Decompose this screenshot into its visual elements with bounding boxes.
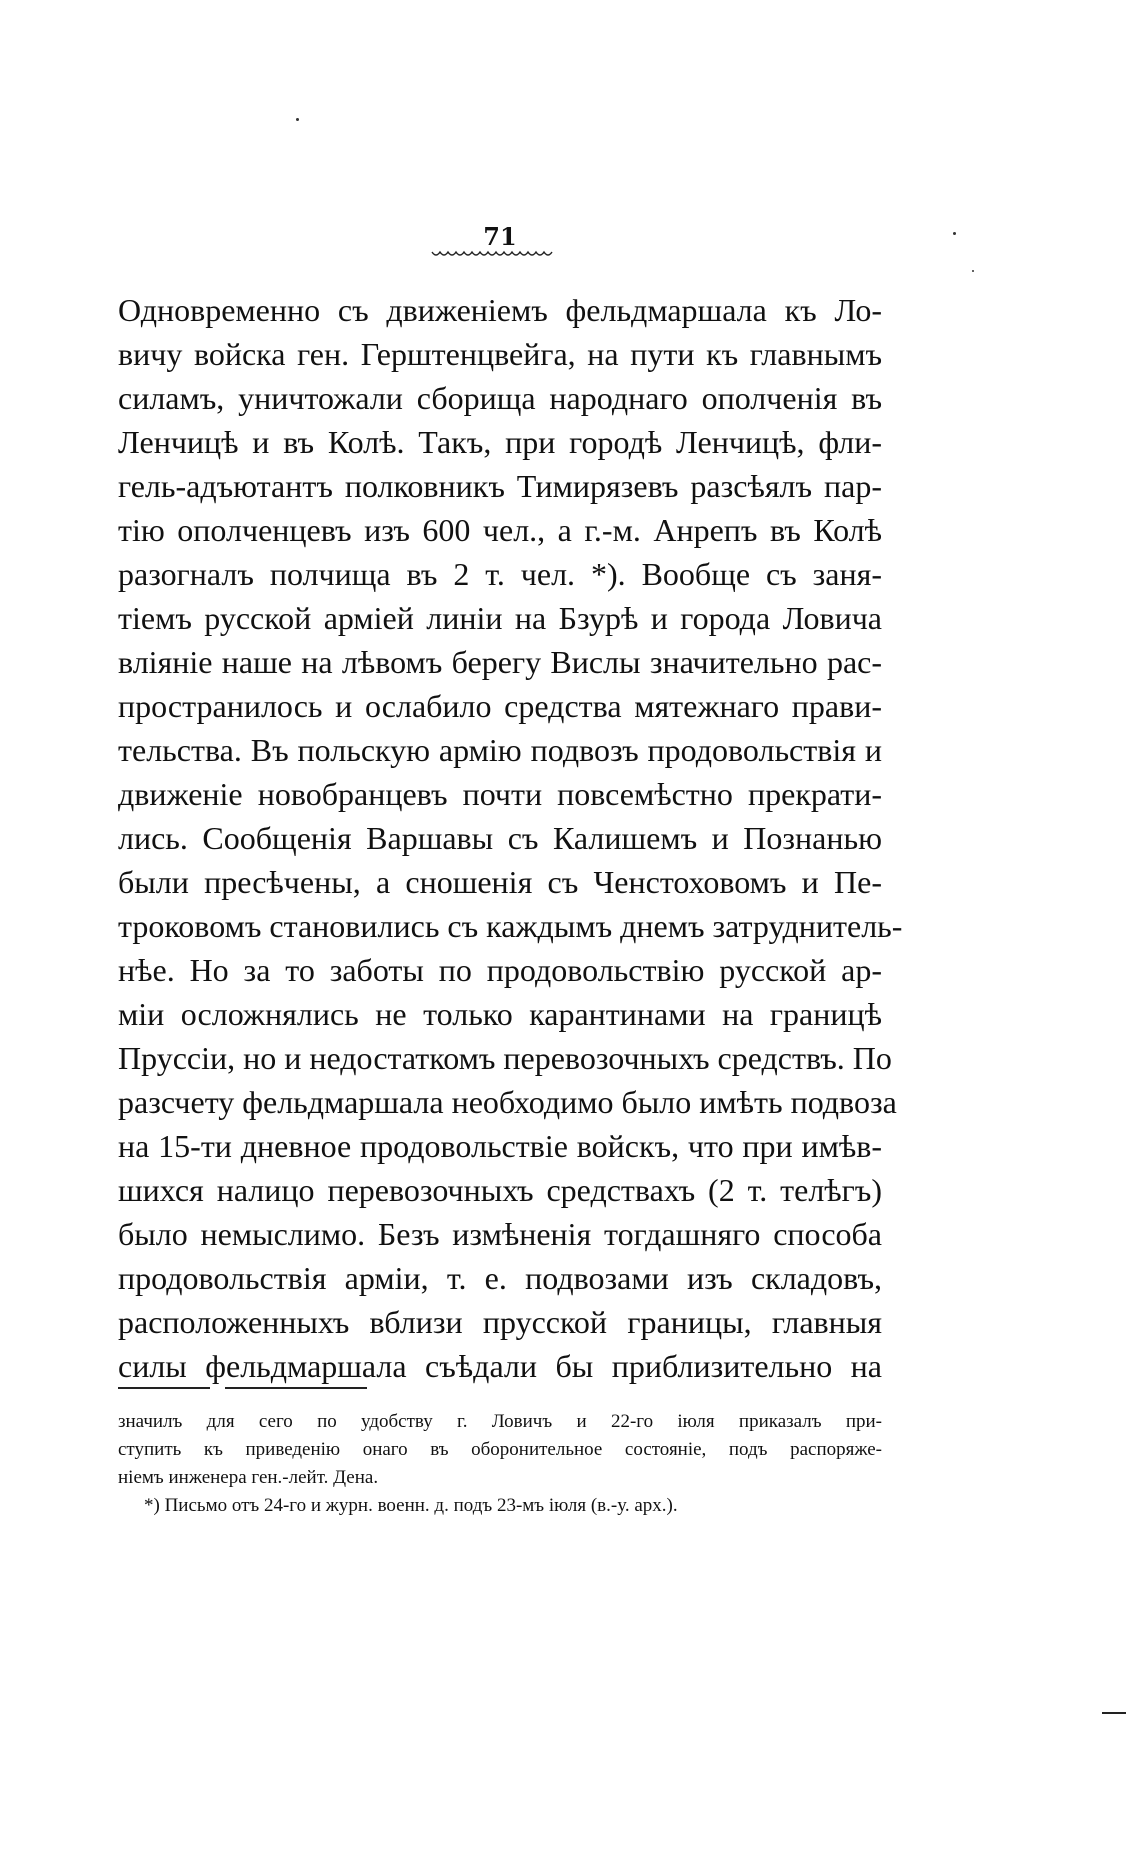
text-line: движеніе новобранцевъ почти повсемѣстно прекрати- xyxy=(118,776,882,812)
text-line: разсчету фельдмаршала необходимо было имѣть подвоза xyxy=(118,1084,897,1120)
text-line: тельства. Въ польскую армію подвозъ продовольствія и xyxy=(118,732,882,768)
text-line: гель-адъютантъ полковникъ Тимирязевъ разсѣялъ пар- xyxy=(118,468,882,504)
text-line: на 15-ти дневное продовольствіе войскъ, что при имѣв- xyxy=(118,1128,882,1164)
text-line: міи осложнялись не только карантинами на границѣ xyxy=(118,996,882,1032)
footnote-line: *) Письмо отъ 24-го и журн. военн. д. подъ 23-мъ іюля (в.-у. арх.). xyxy=(144,1495,678,1516)
text-line: Одновременно съ движеніемъ фельдмаршала къ Ло- xyxy=(118,292,882,328)
ornament-divider xyxy=(430,248,570,262)
text-line: разогналъ полчища въ 2 т. чел. *). Вообще съ заня- xyxy=(118,556,882,592)
text-line: вліяніе наше на лѣвомъ берегу Вислы значительно рас- xyxy=(118,644,882,680)
text-line: силы фельдмаршала съѣдали бы приблизительно на xyxy=(118,1348,882,1384)
text-line: расположенныхъ вблизи прусской границы, главныя xyxy=(118,1304,882,1340)
text-line: троковомъ становились съ каждымъ днемъ затруднитель- xyxy=(118,908,903,944)
text-line: нѣе. Но за то заботы по продовольствію русской ар- xyxy=(118,952,882,988)
page-number: 71 xyxy=(483,222,517,251)
text-line: Ленчицѣ и въ Колѣ. Такъ, при городѣ Ленчицѣ, фли- xyxy=(118,424,882,460)
footnote-line: ніемъ инженера ген.-лейт. Дена. xyxy=(118,1467,379,1488)
text-line: продовольствія арміи, т. е. подвозами изъ складовъ, xyxy=(118,1260,882,1296)
text-line: лись. Сообщенія Варшавы съ Калишемъ и Познанью xyxy=(118,820,882,856)
text-line: тію ополченцевъ изъ 600 чел., а г.-м. Анрепъ въ Колѣ xyxy=(118,512,882,548)
scan-speck xyxy=(296,118,299,121)
text-line: было немыслимо. Безъ измѣненія тогдашняго способа xyxy=(118,1216,882,1252)
footnote-line: ступить къ приведенію онаго въ оборонительное состояніе, подъ распоряже- xyxy=(118,1439,882,1460)
text-line: пространилось и ослабило средства мятежнаго прави- xyxy=(118,688,882,724)
footnote-rule xyxy=(118,1387,210,1389)
text-line: Пруссіи, но и недостаткомъ перевозочныхъ средствъ. По xyxy=(118,1040,892,1076)
text-line: тіемъ русской арміей линіи на Бзурѣ и города Ловича xyxy=(118,600,882,636)
scan-mark xyxy=(1102,1712,1126,1714)
text-line: шихся налицо перевозочныхъ средствахъ (2 т. телѣгъ) xyxy=(118,1172,882,1208)
text-line: вичу войска ген. Герштенцвейга, на пути къ главнымъ xyxy=(118,336,882,372)
footnote-rule xyxy=(225,1387,367,1389)
text-line: были пресѣчены, а сношенія съ Ченстоховомъ и Пе- xyxy=(118,864,882,900)
footnotes xyxy=(118,1408,882,1520)
scan-speck xyxy=(972,270,974,272)
body-text xyxy=(118,288,903,1388)
scan-speck xyxy=(953,232,956,235)
footnote-line: значилъ для сего по удобству г. Ловичъ и 22-го іюля приказалъ при- xyxy=(118,1411,882,1432)
text-line: силамъ, уничтожали сборища народнаго ополченія въ xyxy=(118,380,882,416)
